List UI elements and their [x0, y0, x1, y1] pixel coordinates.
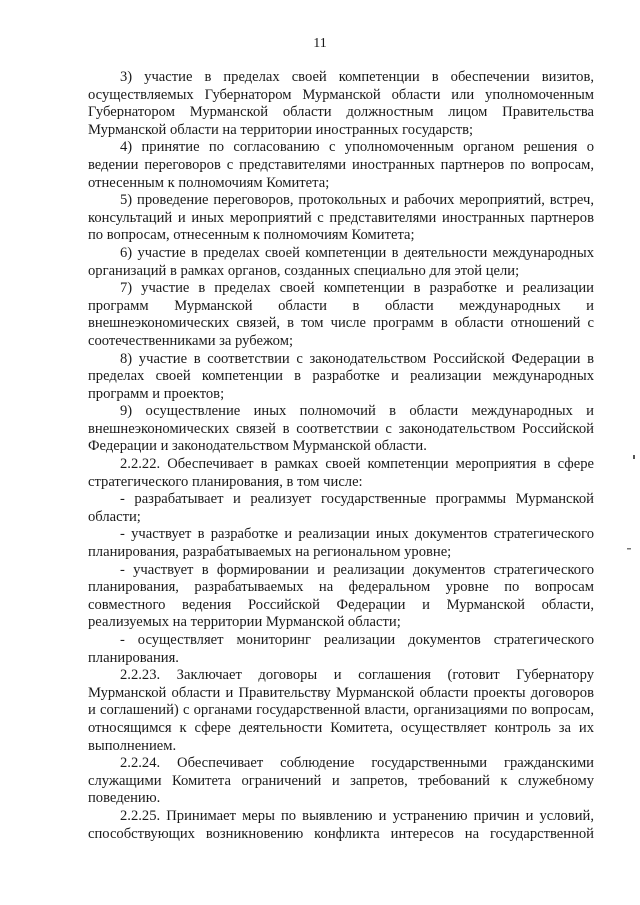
- paragraph-2-2-25: 2.2.25. Принимает меры по выявлению и устранению причин и условий, способствующих возникновению конфликта интересов на государственной: [88, 807, 594, 842]
- bullet-federal-documents: - участвует в формировании и реализации документов стратегического планирования, разрабатываемых на федеральном уровне по вопросам совместного ведения Российской Федерации и Мурманской области, реализуемых на территории Мурманской области;: [88, 561, 594, 631]
- paragraph-item-5: 5) проведение переговоров, протокольных и рабочих мероприятий, встреч, консультаций и иных мероприятий с представителями иностранных партнеров по вопросам, отнесенным к полномочиям Комитета;: [88, 192, 594, 244]
- paragraph-item-6: 6) участие в пределах своей компетенции в деятельности международных организаций в рамках органов, созданных специально для этой цели;: [88, 244, 594, 279]
- bullet-state-programs: - разрабатывает и реализует государственные программы Мурманской области;: [88, 491, 594, 525]
- paragraph-2-2-23: 2.2.23. Заключает договоры и соглашения (готовит Губернатору Мурманской области и Правительству Мурманской области проекты договоров и соглашений) с органами государственной власти, организациями по вопросам, относящимся к сфере деятельности Комитета, осуществляет контроль за их выполнением.: [88, 667, 594, 754]
- paragraph-item-9: 9) осуществление иных полномочий в области международных и внешнеэкономических связей в соответствии с законодательством Российской Федерации и законодательством Мурманской области.: [88, 403, 594, 455]
- document-body: [88, 69, 594, 843]
- paragraph-item-3: 3) участие в пределах своей компетенции в обеспечении визитов, осуществляемых Губернатором Мурманской области или уполномоченным Губернатором Мурманской области должностным лицом Правительства Мурманской области на территории иностранных государств;: [88, 69, 594, 138]
- bullet-monitoring: - осуществляет мониторинг реализации документов стратегического планирования.: [88, 632, 594, 666]
- bullet-regional-documents: - участвует в разработке и реализации иных документов стратегического планирования, разрабатываемых на региональном уровне;: [88, 526, 594, 561]
- paragraph-item-8: 8) участие в соответствии с законодательством Российской Федерации в пределах своей компетенции в разработке и реализации международных программ и проектов;: [88, 350, 594, 402]
- page-number: 11: [313, 36, 327, 51]
- paragraph-2-2-24: 2.2.24. Обеспечивает соблюдение государственными гражданскими служащими Комитета ограничений и запретов, требований к служебному поведению.: [88, 755, 594, 807]
- scan-speck: [627, 548, 631, 550]
- paragraph-2-2-22: 2.2.22. Обеспечивает в рамках своей компетенции мероприятия в сфере стратегического планирования, в том числе:: [88, 456, 594, 490]
- paragraph-item-4: 4) принятие по согласованию с уполномоченным органом решения о ведении переговоров с представителями иностранных партнеров по вопросам, отнесенным к полномочиям Комитета;: [88, 139, 594, 191]
- scan-speck: [633, 455, 635, 459]
- paragraph-item-7: 7) участие в пределах своей компетенции в разработке и реализации программ Мурманской области в области международных и внешнеэкономических связей, в том числе программ в области отношений с соотечественниками за рубежом;: [88, 280, 594, 349]
